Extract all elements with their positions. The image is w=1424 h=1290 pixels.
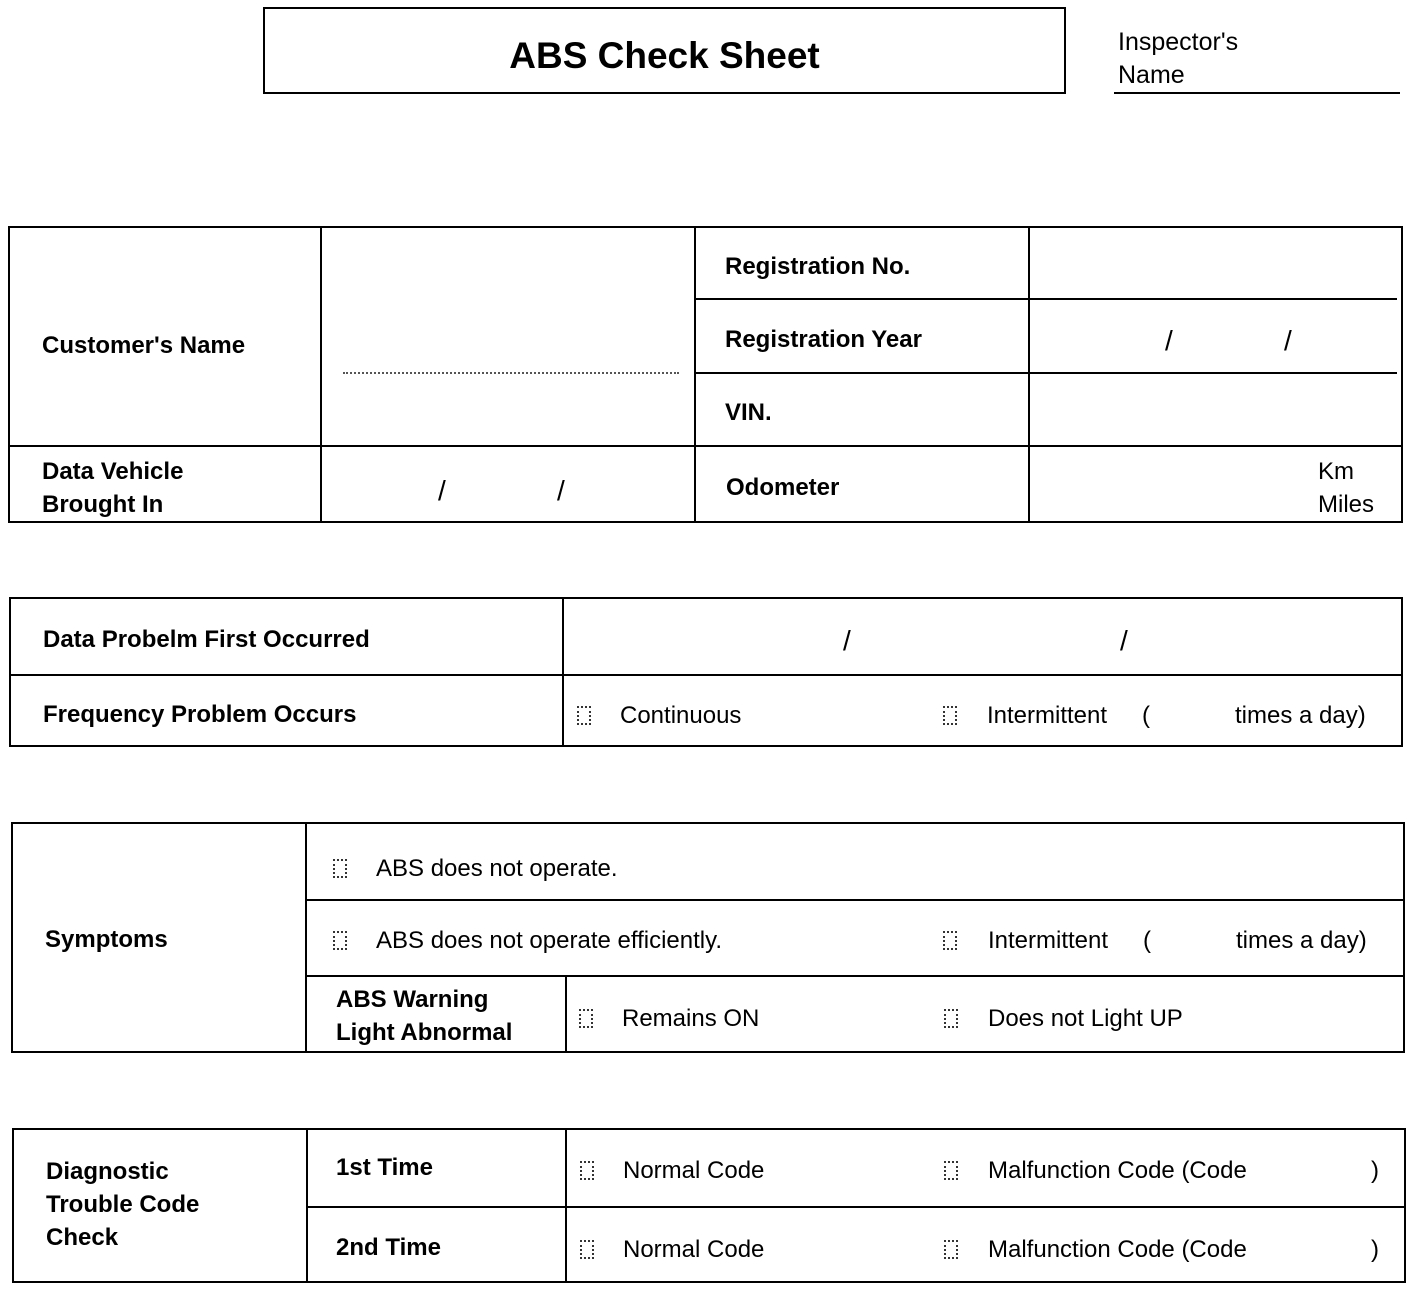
date-separator: / <box>1165 325 1173 356</box>
date-brought-in-field[interactable] <box>326 451 688 517</box>
vin-field[interactable] <box>1034 378 1394 440</box>
frequency-label: Frequency Problem Occurs <box>43 701 357 728</box>
second-malfunction-code-option: Malfunction Code (Code <box>988 1236 1247 1263</box>
first-code-field[interactable] <box>1295 1157 1365 1185</box>
first-occurred-label: Data Probelm First Occurred <box>43 626 370 653</box>
open-paren: ( <box>1142 702 1150 729</box>
odometer-unit-km: Km <box>1318 458 1354 485</box>
customer-name-field[interactable] <box>343 372 679 374</box>
divider <box>320 226 322 523</box>
page-title: ABS Check Sheet <box>509 35 820 76</box>
registration-no-field[interactable] <box>1034 232 1394 292</box>
divider <box>694 298 1397 300</box>
inspector-name-field[interactable] <box>1114 92 1400 94</box>
registration-year-field[interactable] <box>1034 304 1394 366</box>
date-separator: / <box>1284 325 1292 356</box>
symptoms-label: Symptoms <box>45 926 168 953</box>
date-separator: / <box>843 625 851 656</box>
first-normal-code-option: Normal Code <box>623 1157 765 1184</box>
second-code-field[interactable] <box>1295 1236 1365 1264</box>
divider <box>562 597 564 747</box>
checkbox-first-malfunction-code[interactable] <box>944 1161 958 1180</box>
inspector-name-label: Inspector's Name <box>1118 28 1239 89</box>
date-brought-in-label: Data Vehicle Brought In <box>42 458 184 518</box>
abs-not-efficient-option: ABS does not operate efficiently. <box>376 927 722 954</box>
remains-on-option: Remains ON <box>622 1005 760 1032</box>
checkbox-abs-not-operate[interactable] <box>333 859 347 878</box>
warning-light-label: ABS Warning Light Abnormal <box>336 986 513 1046</box>
divider <box>1028 226 1030 523</box>
registration-no-label: Registration No. <box>725 253 911 280</box>
checkbox-continuous[interactable] <box>577 706 591 725</box>
first-time-label: 1st Time <box>336 1154 433 1181</box>
first-occurred-field[interactable] <box>568 603 1396 667</box>
divider <box>694 372 1397 374</box>
does-not-light-option: Does not Light UP <box>988 1005 1183 1032</box>
checkbox-intermittent[interactable] <box>943 706 957 725</box>
abs-not-operate-option: ABS does not operate. <box>376 855 618 882</box>
checkbox-second-malfunction-code[interactable] <box>944 1240 958 1259</box>
divider <box>565 975 567 1053</box>
divider <box>305 899 1405 901</box>
divider <box>9 674 1403 676</box>
intermittent-option: Intermittent <box>987 702 1108 729</box>
dtc-label: Diagnostic Trouble Code Check <box>46 1158 200 1251</box>
times-a-day-text: times a day) <box>1236 927 1367 954</box>
divider <box>8 445 1403 447</box>
second-time-label: 2nd Time <box>336 1234 441 1261</box>
close-paren: ) <box>1371 1236 1379 1263</box>
divider <box>694 226 696 523</box>
registration-year-label: Registration Year <box>725 326 922 353</box>
checkbox-abs-not-efficient[interactable] <box>333 931 347 950</box>
title-box <box>263 7 1066 94</box>
symptom-times-per-day-field[interactable] <box>1159 927 1229 955</box>
first-malfunction-code-option: Malfunction Code (Code <box>988 1157 1247 1184</box>
vin-label: VIN. <box>725 399 772 426</box>
date-separator: / <box>1120 625 1128 656</box>
symptom-intermittent-option: Intermittent <box>988 927 1109 954</box>
divider <box>305 822 307 1053</box>
divider <box>305 975 1405 977</box>
date-separator: / <box>557 475 565 506</box>
odometer-field[interactable] <box>1034 451 1304 517</box>
checkbox-second-normal-code[interactable] <box>580 1240 594 1259</box>
checkbox-symptom-intermittent[interactable] <box>943 931 957 950</box>
customer-name-label: Customer's Name <box>42 332 246 359</box>
odometer-label: Odometer <box>726 474 840 501</box>
close-paren: ) <box>1371 1157 1379 1184</box>
continuous-option: Continuous <box>620 702 742 729</box>
checkbox-remains-on[interactable] <box>579 1009 593 1028</box>
odometer-unit-miles: Miles <box>1318 491 1375 518</box>
second-normal-code-option: Normal Code <box>623 1236 765 1263</box>
checkbox-does-not-light[interactable] <box>944 1009 958 1028</box>
open-paren: ( <box>1143 927 1151 954</box>
times-per-day-field[interactable] <box>1158 702 1228 730</box>
checkbox-first-normal-code[interactable] <box>580 1161 594 1180</box>
times-a-day-text: times a day) <box>1235 702 1366 729</box>
date-separator: / <box>438 475 446 506</box>
divider <box>306 1206 1406 1208</box>
